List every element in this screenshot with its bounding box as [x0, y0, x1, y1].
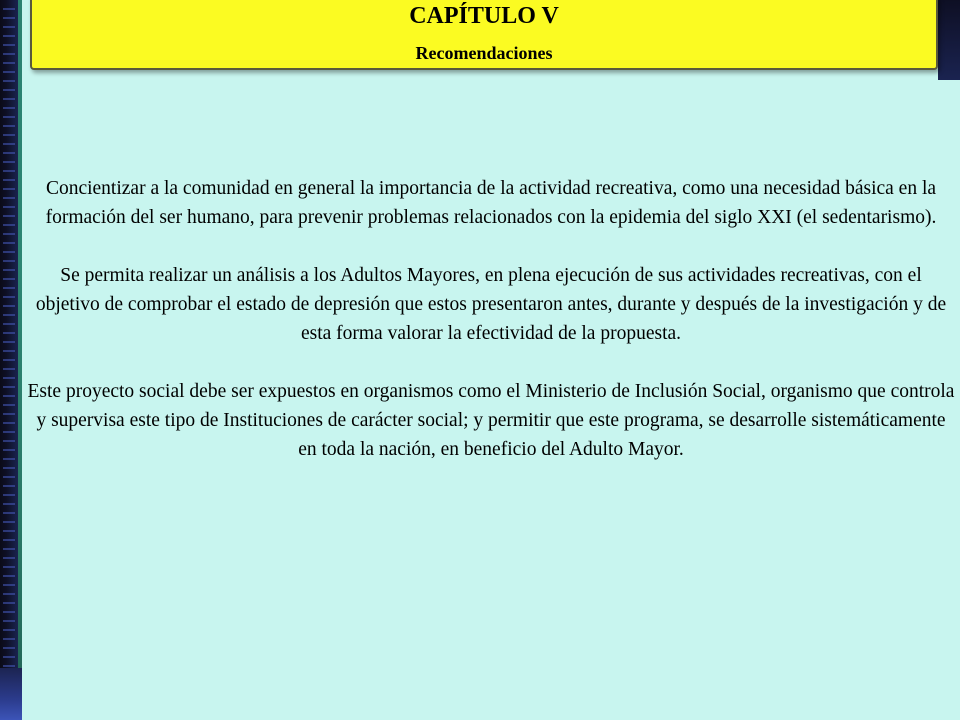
- left-bar-stripe: [18, 0, 22, 670]
- left-decorative-bar: [0, 0, 22, 720]
- chapter-title: CAPÍTULO V: [409, 3, 559, 29]
- left-bar-foot: [0, 668, 22, 720]
- top-right-corner-decoration: [938, 0, 960, 80]
- left-bar-pattern: [3, 8, 15, 708]
- chapter-header-banner: [30, 0, 938, 70]
- recommendations-body: [26, 174, 956, 493]
- recommendation-paragraph-1: Concientizar a la comunidad en general la importancia de la actividad recreativa, como una necesidad básica en la formación del ser humano, para prevenir problemas relacionados con la epidemia del siglo XXI (el sedentarismo).: [45, 178, 937, 228]
- recommendation-paragraph-3: Este proyecto social debe ser expuestos en organismos como el Ministerio de Inclusión Social, organismo que controla y supervisa este tipo de Instituciones de carácter social; y permitir que este programa, se desarrolle sistemáticamente en toda la nación, en beneficio del Adulto Mayor.: [27, 381, 955, 460]
- recommendation-paragraph-2: Se permita realizar un análisis a los Adultos Mayores, en plena ejecución de sus actividades recreativas, con el objetivo de comprobar el estado de depresión que estos presentaron antes, durante y después de la investigación y de esta forma valorar la efectividad de la propuesta.: [35, 265, 947, 344]
- chapter-subtitle: Recomendaciones: [415, 43, 553, 63]
